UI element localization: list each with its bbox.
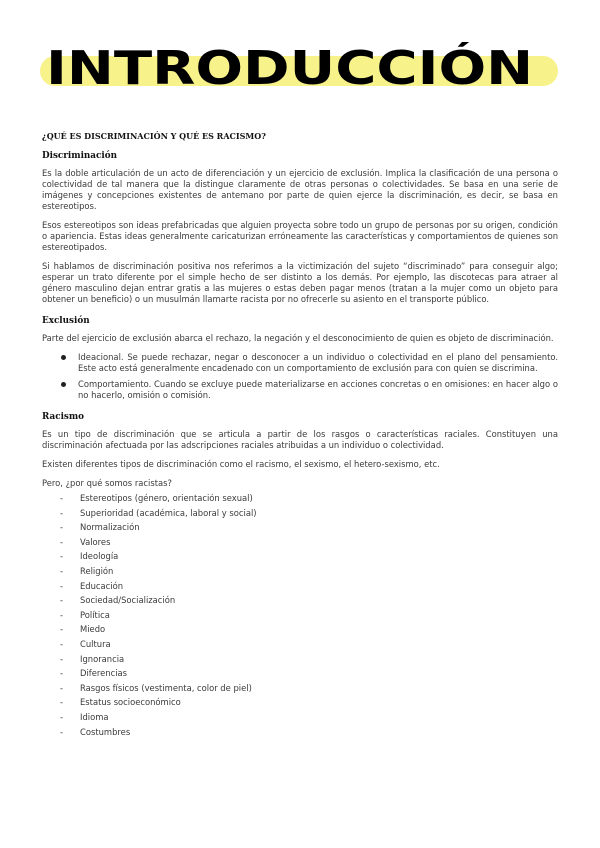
list-item	[42, 710, 558, 725]
list-item	[42, 725, 558, 740]
list-item	[42, 652, 558, 667]
bullet-text: Ideacional. Se puede rechazar, negar o desconocer a un individuo o colectividad en el plano del pensamiento. Este acto está generalmente encadenado con un comportamiento de exclusión para con quien se discrimina.	[78, 352, 558, 373]
reasons-list	[42, 491, 558, 739]
paragraph: Esos estereotipos son ideas prefabricadas que alguien proyecta sobre todo un grupo de personas por su origen, condición o apariencia. Estas ideas generalmente caricaturizan erróneamente las características y comportamientos de quienes son estereotipados.	[42, 220, 558, 252]
dash-marker: -	[60, 565, 64, 576]
bullet-list	[42, 352, 558, 401]
dash-marker: -	[60, 507, 64, 518]
list-item	[42, 579, 558, 594]
dash-marker: -	[60, 580, 64, 591]
list-item-text: Educación	[80, 580, 124, 591]
dash-marker: -	[60, 522, 64, 533]
list-item-text: Cultura	[80, 638, 111, 649]
bullet-dot-icon	[61, 382, 66, 387]
list-item	[42, 535, 558, 550]
document-body	[42, 131, 558, 739]
question-line: Pero, ¿por qué somos racistas?	[42, 478, 172, 488]
bullet-item	[42, 379, 558, 401]
title-banner	[40, 40, 560, 100]
list-item-text: Superioridad (académica, laboral y social)	[80, 507, 257, 518]
paragraph: Si hablamos de discriminación positiva nos referimos a la victimización del sujeto “discriminado” para conseguir algo; esperar un trato diferente por el simple hecho de ser distinto a los demás. Por ejemplo, las discotecas para atraer al género masculino dejan entrar gratis a las mujeres o estas deben pagar menos (tratan a la mujer como un objeto para obtener un beneficio) o un musulmán llamarte racista por no ofrecerle su asiento en el transporte público.	[42, 261, 558, 304]
dash-marker: -	[60, 653, 64, 664]
dash-marker: -	[60, 536, 64, 547]
dash-marker: -	[60, 726, 64, 737]
paragraph: Es la doble articulación de un acto de diferenciación y un ejercicio de exclusión. Implica la clasificación de una persona o colectividad de tal manera que la distingue claramente de otras personas o colectividades. Se basa en una serie de imágenes y concepciones existentes de antemano por parte de quien ejerce la discriminación, es decir, se basa en estereotipos.	[42, 168, 558, 211]
list-item-text: Idioma	[80, 711, 109, 722]
list-item-text: Religión	[80, 565, 114, 576]
section-heading-discriminacion: Discriminación	[42, 151, 117, 161]
paragraph: Parte del ejercicio de exclusión abarca el rechazo, la negación y el desconocimiento de quien es objeto de discriminación.	[42, 333, 554, 343]
dash-marker: -	[60, 609, 64, 620]
dash-marker: -	[60, 638, 64, 649]
bullet-text: Comportamiento. Cuando se excluye puede materializarse en acciones concretas o en omisiones: en hacer algo o no hacerlo, omisión o comisión.	[78, 379, 558, 400]
list-item-text: Diferencias	[80, 668, 128, 679]
list-item-text: Sociedad/Socialización	[80, 595, 176, 606]
dash-marker: -	[60, 624, 64, 635]
dash-marker: -	[60, 711, 64, 722]
bullet-dot-icon	[61, 355, 66, 360]
list-item	[42, 520, 558, 535]
list-item-text: Valores	[80, 536, 111, 547]
list-item	[42, 681, 558, 696]
list-item-text: Estatus socioeconómico	[80, 697, 181, 708]
dash-marker: -	[60, 668, 64, 679]
dash-marker: -	[60, 697, 64, 708]
list-item	[42, 622, 558, 637]
list-item	[42, 506, 558, 521]
page-title: INTRODUCCIÓN	[46, 42, 534, 94]
list-item-text: Ignorancia	[80, 653, 125, 664]
dash-marker: -	[60, 493, 64, 503]
list-item	[42, 593, 558, 608]
list-item-text: Política	[80, 609, 110, 620]
list-item	[42, 695, 558, 710]
dash-marker: -	[60, 595, 64, 606]
dash-marker: -	[60, 551, 64, 562]
main-question-heading: ¿QUÉ ES DISCRIMINACIÓN Y QUÉ ES RACISMO?	[42, 131, 266, 141]
list-item-text: Rasgos físicos (vestimenta, color de piel)	[80, 682, 252, 693]
list-item	[42, 564, 558, 579]
list-item-text: Costumbres	[80, 726, 131, 737]
paragraph: Existen diferentes tipos de discriminación como el racismo, el sexismo, el hetero-sexismo, etc.	[42, 459, 440, 469]
dash-marker: -	[60, 682, 64, 693]
list-item-text: Miedo	[80, 624, 106, 635]
list-item	[42, 491, 558, 506]
section-heading-racismo: Racismo	[42, 412, 85, 422]
section-heading-exclusion: Exclusión	[42, 316, 90, 326]
bullet-item	[42, 352, 558, 374]
list-item-text: Ideología	[80, 551, 119, 562]
list-item	[42, 549, 558, 564]
list-item	[42, 637, 558, 652]
paragraph: Es un tipo de discriminación que se articula a partir de los rasgos o características raciales. Constituyen una discriminación afectuada por las adscripciones raciales atribuidas a un individuo o colectividad.	[42, 429, 558, 450]
list-item	[42, 666, 558, 681]
list-item-text: Normalización	[80, 522, 140, 533]
list-item	[42, 608, 558, 623]
list-item-text: Estereotipos (género, orientación sexual)	[80, 493, 253, 503]
